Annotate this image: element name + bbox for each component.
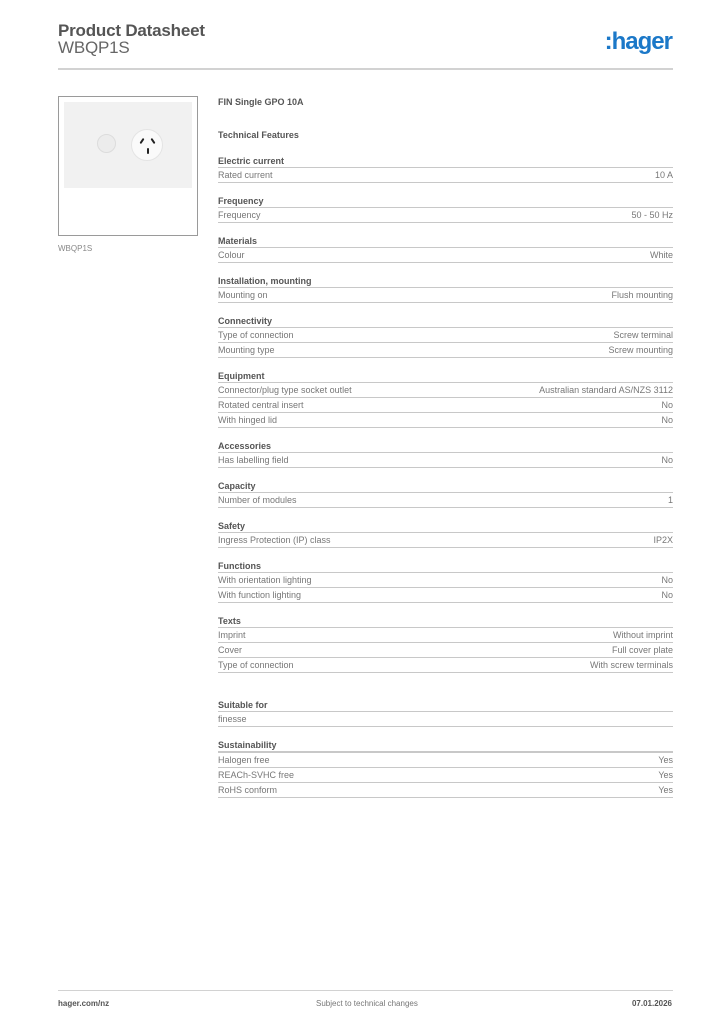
spec-value: Screw mounting — [608, 345, 673, 355]
spec-label: Connector/plug type socket outlet — [218, 385, 352, 395]
footer-website: hager.com/nz — [58, 999, 110, 1008]
spec-row — [218, 768, 673, 783]
spec-value: White — [649, 250, 673, 260]
spec-row — [218, 658, 673, 673]
spec-value: IP2X — [653, 535, 673, 545]
spec-value: 50 - 50 Hz — [631, 210, 673, 220]
header-divider — [58, 68, 673, 70]
group-title: Accessories — [218, 440, 673, 453]
group-texts — [218, 615, 673, 673]
spec-value: 1 — [667, 495, 673, 505]
spec-row — [218, 712, 673, 727]
footer-date: 07.01.2026 — [631, 999, 672, 1008]
group-suitable-for — [218, 699, 673, 727]
spec-row — [218, 573, 673, 588]
group-materials — [218, 235, 673, 263]
spec-label: Imprint — [218, 630, 246, 640]
spec-row — [218, 588, 673, 603]
group-title: Texts — [218, 615, 673, 628]
spec-value: Yes — [658, 770, 673, 780]
footer-divider — [58, 990, 673, 991]
hager-logo: :hager — [604, 28, 672, 55]
spec-row — [218, 383, 673, 398]
group-accessories — [218, 440, 673, 468]
footer-notice: Subject to technical changes — [316, 999, 418, 1008]
spec-label: Halogen free — [218, 755, 270, 765]
group-title: Connectivity — [218, 315, 673, 328]
spec-label: Has labelling field — [218, 455, 289, 465]
image-caption: WBQP1S — [58, 244, 93, 253]
group-equipment — [218, 370, 673, 428]
spec-label: Type of connection — [218, 330, 294, 340]
spec-label: Number of modules — [218, 495, 297, 505]
group-frequency — [218, 195, 673, 223]
group-capacity — [218, 480, 673, 508]
group-title: Equipment — [218, 370, 673, 383]
spec-row — [218, 643, 673, 658]
spec-value: Full cover plate — [611, 645, 673, 655]
spec-row — [218, 413, 673, 428]
spec-label: Rated current — [218, 170, 273, 180]
spec-value: Yes — [658, 785, 673, 795]
spec-value: Flush mounting — [611, 290, 673, 300]
spec-row — [218, 753, 673, 768]
spec-value: With screw terminals — [589, 660, 673, 670]
spec-row — [218, 453, 673, 468]
spec-row — [218, 398, 673, 413]
spec-value: No — [661, 575, 673, 585]
spec-label: Mounting type — [218, 345, 275, 355]
group-title: Capacity — [218, 480, 673, 493]
spec-label: With hinged lid — [218, 415, 278, 425]
spec-label: Colour — [218, 250, 245, 260]
group-title: Electric current — [218, 155, 673, 168]
spec-value: Australian standard AS/NZS 3112 — [539, 385, 673, 395]
spec-value: No — [661, 455, 673, 465]
group-title: Suitable for — [218, 699, 673, 712]
group-electric-current — [218, 155, 673, 183]
spec-label: With orientation lighting — [218, 575, 312, 585]
group-functions — [218, 560, 673, 603]
product-code: WBQP1S — [58, 38, 130, 57]
group-installation — [218, 275, 673, 303]
section-title: Technical Features — [218, 130, 299, 140]
page-title: Product Datasheet — [58, 21, 205, 40]
spec-row — [218, 343, 673, 358]
spec-label: Rotated central insert — [218, 400, 304, 410]
switch-plate — [64, 102, 192, 188]
spec-value: Yes — [658, 755, 673, 765]
group-title: Functions — [218, 560, 673, 573]
spec-label: RoHS conform — [218, 785, 278, 795]
group-title: Installation, mounting — [218, 275, 673, 288]
spec-row — [218, 493, 673, 508]
spec-row — [218, 533, 673, 548]
product-image — [58, 96, 198, 236]
spec-value: No — [661, 415, 673, 425]
power-socket-icon — [131, 129, 163, 161]
spec-row — [218, 248, 673, 263]
group-sustainability — [218, 739, 673, 798]
spec-label: Frequency — [218, 210, 261, 220]
spec-row — [218, 783, 673, 798]
spec-value: No — [661, 590, 673, 600]
spec-label: finesse — [218, 714, 247, 724]
group-title: Frequency — [218, 195, 673, 208]
spec-row — [218, 328, 673, 343]
spec-value: Screw terminal — [613, 330, 673, 340]
spec-value: No — [661, 400, 673, 410]
group-safety — [218, 520, 673, 548]
group-title: Materials — [218, 235, 673, 248]
spec-row — [218, 288, 673, 303]
technical-features — [218, 96, 673, 798]
switch-rocker-icon — [97, 134, 116, 153]
spec-row — [218, 208, 673, 223]
group-title: Safety — [218, 520, 673, 533]
spec-label: Ingress Protection (IP) class — [218, 535, 331, 545]
spec-label: Mounting on — [218, 290, 268, 300]
spec-label: With function lighting — [218, 590, 302, 600]
spec-label: Type of connection — [218, 660, 294, 670]
spec-value: 10 A — [654, 170, 673, 180]
spec-label: REACh-SVHC free — [218, 770, 295, 780]
spec-row — [218, 628, 673, 643]
spec-value: Without imprint — [612, 630, 673, 640]
spec-label: Cover — [218, 645, 243, 655]
spec-row — [218, 168, 673, 183]
group-connectivity — [218, 315, 673, 358]
group-title: Sustainability — [218, 739, 673, 753]
product-name: FIN Single GPO 10A — [218, 97, 304, 107]
